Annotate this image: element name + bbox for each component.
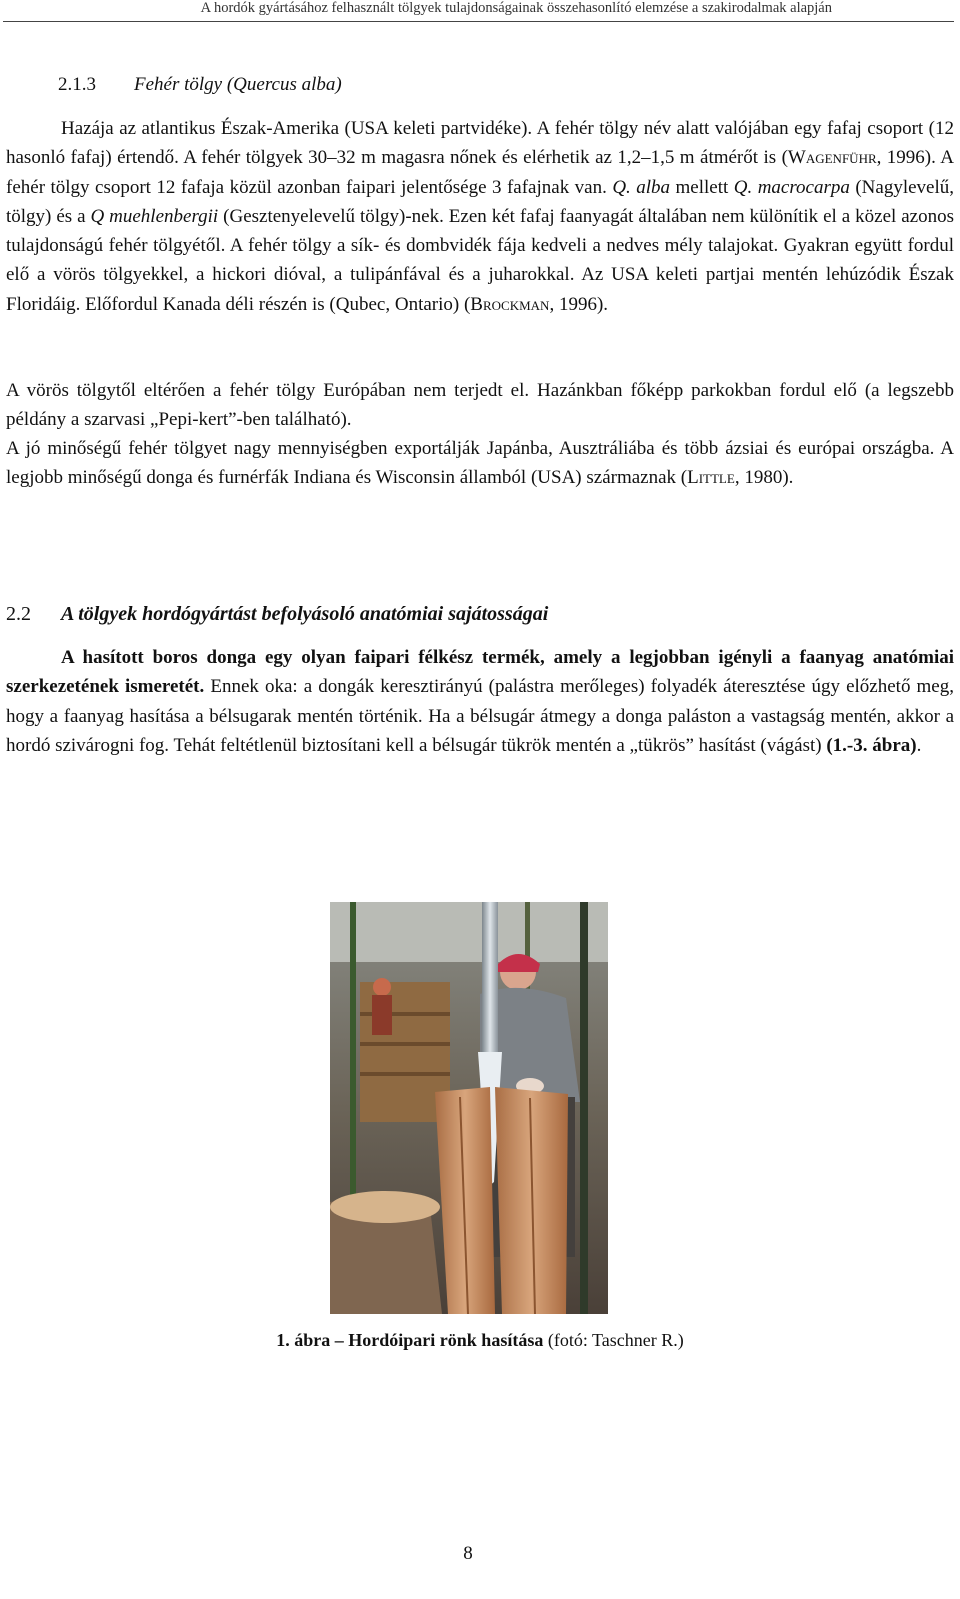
bold-lead: A hasított boros donga egy olyan faipari félkész termék, amely a legjobban igényli a faanyag anatómiai szerkezetének ismeretét. [6,647,954,698]
author-citation: Brockman [470,293,550,315]
section-title: A tölgyek hordógyártást befolyásoló anatómiai sajátosságai [61,603,549,625]
section-number: 2.2 [6,603,31,625]
paragraph-europe: A vörös tölgytől eltérően a fehér tölgy Európában nem terjedt el. Hazánkban főképp parkokban fordul elő (a legszebb példány a szarvasi „Pepi-kert”-ben található). [6,380,954,431]
figure-caption-credit: (fotó: Taschner R.) [543,1330,684,1350]
header-rule [3,21,954,22]
paragraph-export: A jó minőségű fehér tölgyet nagy mennyiségben exportálják Japánba, Ausztráliába és több ázsiai és európai országba. A legjobb minőségű donga és furnérfák Indiana és Wisconsin államból (USA) származnak (Little, 1980). [6,438,954,489]
author-citation: Wagenführ [787,147,877,169]
section-number: 2.1.3 [58,74,96,95]
species-name: Q muehlenbergii [90,205,219,227]
page-number: 8 [463,1543,473,1564]
figure-photo-log-splitting [330,902,608,1314]
paragraph-white-oak-origin: Hazája az atlantikus Észak-Amerika (USA keleti partvidéke). A fehér tölgy név alatt valójában egy fafaj csoport (12 hasonló fafaj) értendő. A fehér tölgyek 30–32 m magasra nőnek és elérhetik az 1,2–1,5 m átmérőt is (Wagenführ, 1996). A fehér tölgy csoport 12 fafaja közül azonban faipari jelentősége 3 fafajnak van. Q. alba mellett Q. macrocarpa (Nagylevelű, tölgy) és a Q muehlenbergii (Gesztenyelevelű tölgy)-nek. Ezen két fafaj faanyagát általában nem különítik el a közel azonos tulajdonságú fehér tölgyétől. A fehér tölgy a sík- és dombvidék fája kedveli a nedves mély talajokat. Gyakran együtt fordul elő a vörös tölgyekkel, a hickori dióval, a tulipánfával és a juharokkal. Az USA keleti partjai mentén lehúzódik Észak Floridáig. Előfordul Kanada déli részén is (Qubec, Ontario) (Brockman, 1996). [6,118,954,315]
paragraph-anatomy: A hasított boros donga egy olyan faipari félkész termék, amely a legjobban igényli a faanyag anatómiai szerkezetének ismeretét. Ennek oka: a dongák keresztirányú (palástra merőleges) folyadék áteresztése úgy előzhető meg, hogy a faanyag hasítása a bélsugarak mentén történik. Ha a bélsugár átmegy a donga paláston a vastagság mentén, akkor a hordó szivárogni fog. Tehát feltétlenül biztosítani kell a bélsugár tükrök mentén a „tükrös” hasítást (vágást) (1.-3. ábra). [6,647,954,756]
header-title: A hordók gyártásához felhasznált tölgyek tulajdonságainak összehasonlító elemzése a szakirodalmak alapján [200,0,832,16]
species-name: Q. macrocarpa [733,176,850,198]
section-title: Fehér tölgy (Quercus alba) [134,74,342,95]
figure-reference: (1.-3. ábra) [826,734,917,756]
section-heading-2-1-3 [58,74,342,96]
species-name: Q. alba [612,176,671,198]
author-citation: Little [687,467,735,489]
figure-caption [0,1330,960,1351]
figure-caption-title: 1. ábra – Hordóipari rönk hasítása [276,1330,544,1350]
section-heading-2-2 [6,603,548,626]
